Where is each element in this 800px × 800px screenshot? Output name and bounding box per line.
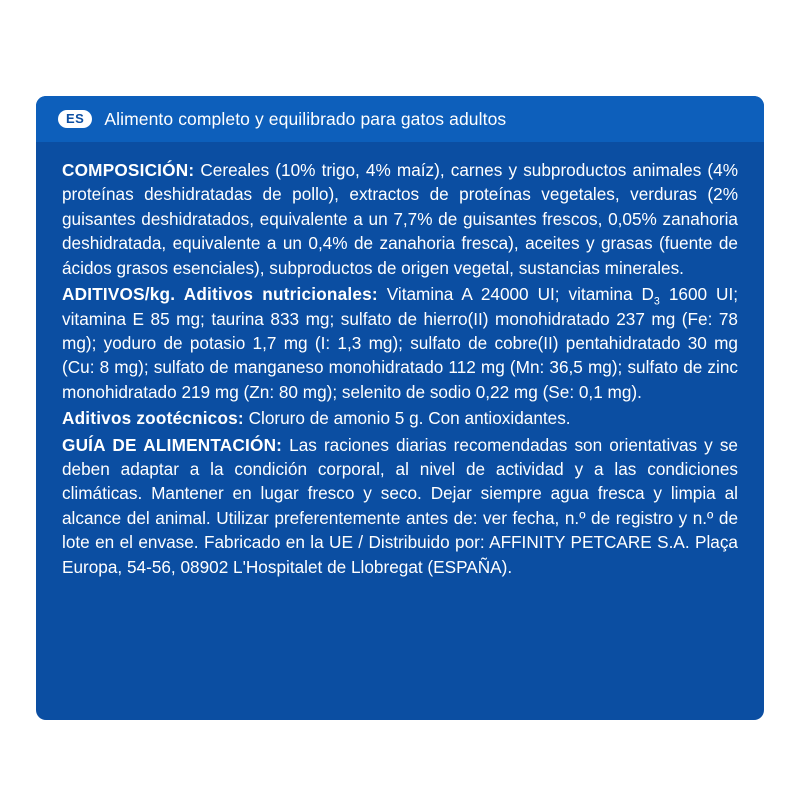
section-zootecnicos <box>62 406 738 430</box>
section-guia-heading: GUÍA DE ALIMENTACIÓN: <box>62 434 283 455</box>
label-header-bar <box>36 96 764 142</box>
section-composicion <box>62 158 738 280</box>
language-badge: ES <box>58 110 92 128</box>
section-composicion-heading: COMPOSICIÓN: <box>62 160 195 180</box>
section-aditivos-text-after: 1600 UI; vitamina E 85 mg; taurina 833 mg; sulfato de hierro(II) monohidratado 237 mg (Fe: 78 mg); yoduro de potasio 1,7 mg (I: 1,3 mg); sulfato de cobre(II) pentahidratado 30 mg (Cu: 8 mg); sulfato de manganeso monohidratado 112 mg (Mn: 36,5 mg); sulfato de zinc monohidratado 219 mg (Zn: 80 mg); selenito de sodio 0,22 mg (Se: 0,1 mg). <box>62 284 739 402</box>
label-panel <box>36 96 764 720</box>
section-zootecnicos-heading: Aditivos zootécnicos: <box>62 408 244 429</box>
section-composicion-text: Cereales (10% trigo, 4% maíz), carnes y subproductos animales (4% proteínas deshidratadas de pollo), extractos de proteínas vegetales, verduras (2% guisantes deshidratados, equivalente a un 7,7% de guisantes frescos, 0,05% zanahoria deshidratada, equivalente a un 0,4% de zanahoria fresca), aceites y grasas (fuente de ácidos grasos esenciales), subproductos de origen vegetal, sustancias minerales. <box>62 160 738 278</box>
section-zootecnicos-text: Cloruro de amonio 5 g. Con antioxidantes. <box>243 408 571 429</box>
section-guia-text: Las raciones diarias recomendadas son orientativas y se deben adaptar a la condición corporal, al nivel de actividad y a las condiciones climáticas. Mantener en lugar fresco y seco. Dejar siempre agua fresca y limpia al alcance del animal. Utilizar preferentemente antes de: ver fecha, n.º de registro y n.º de lote en el envase. Fabricado en la UE / Distribuido por: AFFINITY PETCARE S.A. Plaça Europa, 54-56, 08902 L'Hospitalet de Llobregat (ESPAÑA). <box>62 434 738 577</box>
label-body <box>36 142 764 579</box>
section-aditivos-text-before: Vitamina A 24000 UI; vitamina D <box>377 284 654 305</box>
section-aditivos-subscript: 3 <box>653 295 660 308</box>
section-aditivos <box>62 282 738 404</box>
section-aditivos-heading: ADITIVOS/kg. Aditivos nutricionales: <box>62 284 378 305</box>
header-title: Alimento completo y equilibrado para gatos adultos <box>104 108 507 129</box>
section-guia-alimentacion <box>62 433 738 580</box>
